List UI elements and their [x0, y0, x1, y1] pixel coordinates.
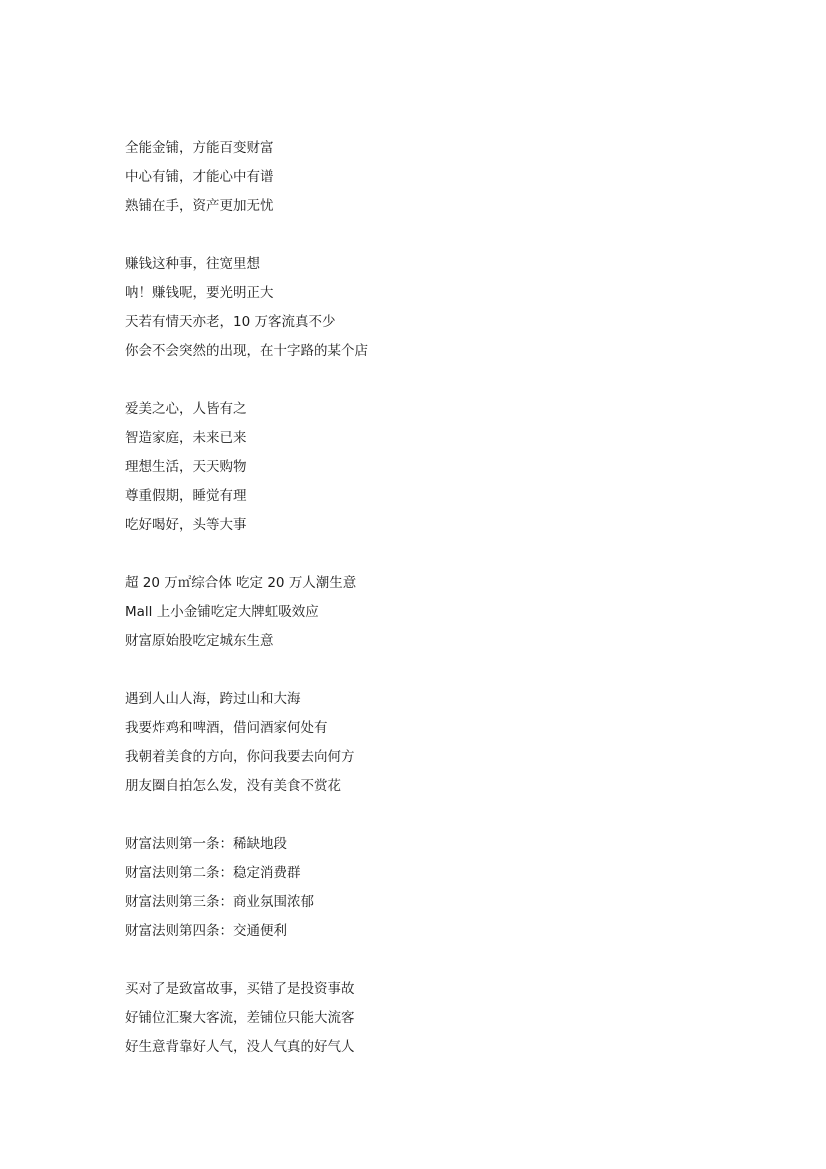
document-body — [125, 134, 725, 1062]
text-line: 尊重假期，睡觉有理 — [125, 488, 247, 504]
blank-line — [125, 801, 725, 830]
stanza — [125, 250, 725, 366]
blank-line — [125, 946, 725, 975]
text-line: 全能金铺，方能百变财富 — [125, 140, 274, 156]
stanza — [125, 569, 725, 656]
text-line: 你会不会突然的出现，在十字路的某个店 — [125, 343, 368, 359]
text-line: 财富法则第二条：稳定消费群 — [125, 865, 301, 881]
text-line: 买对了是致富故事，买错了是投资事故 — [125, 981, 355, 997]
text-line: 财富法则第三条：商业氛围浓郁 — [125, 894, 314, 910]
text-line: 遇到人山人海，跨过山和大海 — [125, 691, 301, 707]
text-line: 爱美之心，人皆有之 — [125, 401, 247, 417]
text-line: 财富原始股吃定城东生意 — [125, 633, 274, 649]
text-line: 理想生活，天天购物 — [125, 459, 247, 475]
stanza — [125, 395, 725, 540]
text-line: 赚钱这种事，往宽里想 — [125, 256, 260, 272]
blank-line — [125, 540, 725, 569]
blank-line — [125, 221, 725, 250]
text-line: 财富法则第一条：稀缺地段 — [125, 836, 287, 852]
text-line: 财富法则第四条：交通便利 — [125, 923, 287, 939]
text-line: 吃好喝好，头等大事 — [125, 517, 247, 533]
text-line: 我要炸鸡和啤酒，借问酒家何处有 — [125, 720, 328, 736]
text-line: 超 20 万㎡综合体 吃定 20 万人潮生意 — [125, 575, 357, 591]
text-line: Mall 上小金铺吃定大牌虹吸效应 — [125, 604, 319, 620]
stanza — [125, 685, 725, 801]
stanza — [125, 830, 725, 946]
text-line: 我朝着美食的方向，你问我要去向何方 — [125, 749, 355, 765]
text-line: 朋友圈自拍怎么发，没有美食不赏花 — [125, 778, 341, 794]
stanza — [125, 975, 725, 1062]
text-line: 呐！赚钱呢，要光明正大 — [125, 285, 274, 301]
blank-line — [125, 656, 725, 685]
stanza — [125, 134, 725, 221]
text-line: 好生意背靠好人气，没人气真的好气人 — [125, 1039, 355, 1055]
text-line: 天若有情天亦老，10 万客流真不少 — [125, 314, 336, 330]
text-line: 智造家庭，未来已来 — [125, 430, 247, 446]
text-line: 好铺位汇聚大客流，差铺位只能大流客 — [125, 1010, 355, 1026]
text-line: 中心有铺，才能心中有谱 — [125, 169, 274, 185]
text-line: 熟铺在手，资产更加无忧 — [125, 198, 274, 214]
blank-line — [125, 366, 725, 395]
